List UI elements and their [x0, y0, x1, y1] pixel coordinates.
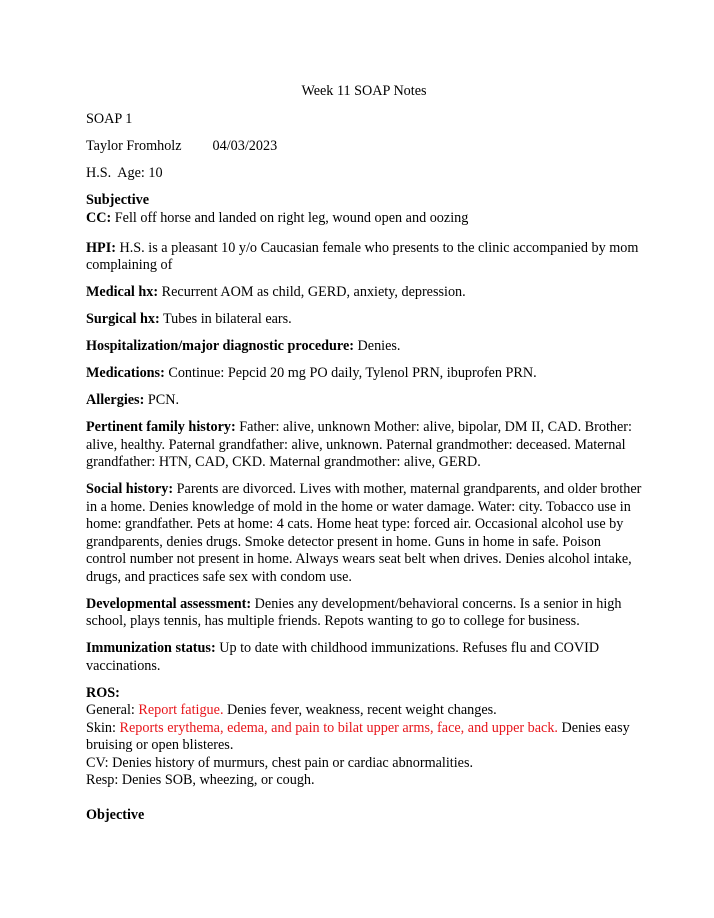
cc-text: Fell off horse and landed on right leg, wound open and oozing [114, 210, 469, 226]
chief-complaint [86, 210, 642, 228]
immunization-text: Up to date with childhood immunizations. Refuses flu and COVID vaccinations. [86, 640, 600, 674]
allergies [86, 392, 642, 410]
patient-line [86, 165, 642, 183]
medical-label: Medical hx: [86, 284, 159, 300]
ros-skin-label: Skin: [86, 719, 116, 736]
medical-history [86, 284, 642, 302]
objective-heading: Objective [86, 806, 145, 823]
subjective-heading: Subjective [86, 191, 150, 208]
soap-label: SOAP 1 [86, 110, 133, 127]
hpi-text: H.S. is a pleasant 10 y/o Caucasian female who presents to the clinic accompanied by mom complaining of [86, 239, 639, 273]
medications [86, 365, 642, 383]
ros-resp-text: Denies SOB, wheezing, or cough. [121, 772, 315, 788]
hospitalization-label: Hospitalization/major diagnostic procedure: [86, 338, 354, 354]
note-date: 04/03/2023 [212, 137, 278, 154]
patient-age: Age: 10 [117, 164, 163, 181]
allergies-label: Allergies: [86, 392, 145, 408]
ros-general-flag: Report fatigue. [138, 702, 224, 718]
ros-skin-text: Denies easy bruising or open blisteres. [86, 719, 630, 753]
hospitalization-history [86, 338, 642, 356]
cc-label: CC: [86, 210, 112, 226]
medications-label: Medications: [86, 365, 165, 381]
immunization-label: Immunization status: [86, 640, 216, 656]
hospitalization-text: Denies. [357, 338, 401, 354]
surgical-label: Surgical hx: [86, 311, 160, 327]
immunization-status [86, 640, 642, 675]
social-text: Parents are divorced. Lives with mother, maternal grandparents, and older brother in a home. Denies knowledge of mold in the home or water damage. Water: city. Tobacco use in home: grandfather. Pets at home: 4 cats. Home heat type: forced air. Occasional alcohol use by grandparents, denies drugs. Smoke detector present in home. Guns in home in safe. Poison control number not present in home. Always wears seat belt when drives. Denies alcohol intake, drugs, and practices safe sex with condom use. [86, 481, 642, 585]
ros-skin-flag: Reports erythema, edema, and pain to bilat upper arms, face, and upper back. [119, 719, 558, 736]
ros-cv-text: Denies history of murmurs, chest pain or cardiac abnormalities. [112, 754, 474, 771]
ros-general [86, 702, 642, 720]
medications-text: Continue: Pepcid 20 mg PO daily, Tylenol PRN, ibuprofen PRN. [168, 365, 537, 381]
ros-resp-label: Resp: [86, 772, 119, 788]
surgical-text: Tubes in bilateral ears. [163, 311, 292, 327]
family-label: Pertinent family history: [86, 419, 236, 435]
ros-resp [86, 772, 642, 790]
document-page [86, 83, 642, 834]
social-history [86, 481, 642, 586]
allergies-text: PCN. [147, 392, 180, 408]
surgical-history [86, 311, 642, 329]
family-history [86, 419, 642, 472]
developmental-text: Denies any development/behavioral concerns. Is a senior in high school, plays tennis, has multiple friends. Repots wanting to go to college for business. [86, 595, 622, 629]
medical-text: Recurrent AOM as child, GERD, anxiety, depression. [161, 284, 466, 300]
author-name: Taylor Fromholz [86, 137, 182, 154]
developmental-assessment [86, 596, 642, 631]
hpi-label: HPI: [86, 239, 116, 256]
ros-heading: ROS: [86, 684, 120, 701]
ros-section [86, 685, 642, 790]
social-label: Social history: [86, 481, 174, 497]
author-date-line [86, 138, 642, 156]
ros-skin [86, 720, 642, 755]
ros-cv-label: CV: [86, 754, 109, 771]
developmental-label: Developmental assessment: [86, 595, 252, 612]
ros-general-label: General: [86, 702, 135, 718]
family-text: Father: alive, unknown Mother: alive, bipolar, DM II, CAD. Brother: alive, healthy. Paternal grandfather: alive, unknown. Paternal grandmother: deceased. Maternal grandfather: HTN, CAD, CKD. Maternal grandmother: alive, GERD. [86, 419, 632, 470]
ros-general-text: Denies fever, weakness, recent weight changes. [227, 702, 497, 718]
ros-cv [86, 755, 642, 773]
hpi [86, 240, 642, 275]
document-title: Week 11 SOAP Notes [301, 83, 427, 99]
patient-initials: H.S. [86, 164, 112, 181]
